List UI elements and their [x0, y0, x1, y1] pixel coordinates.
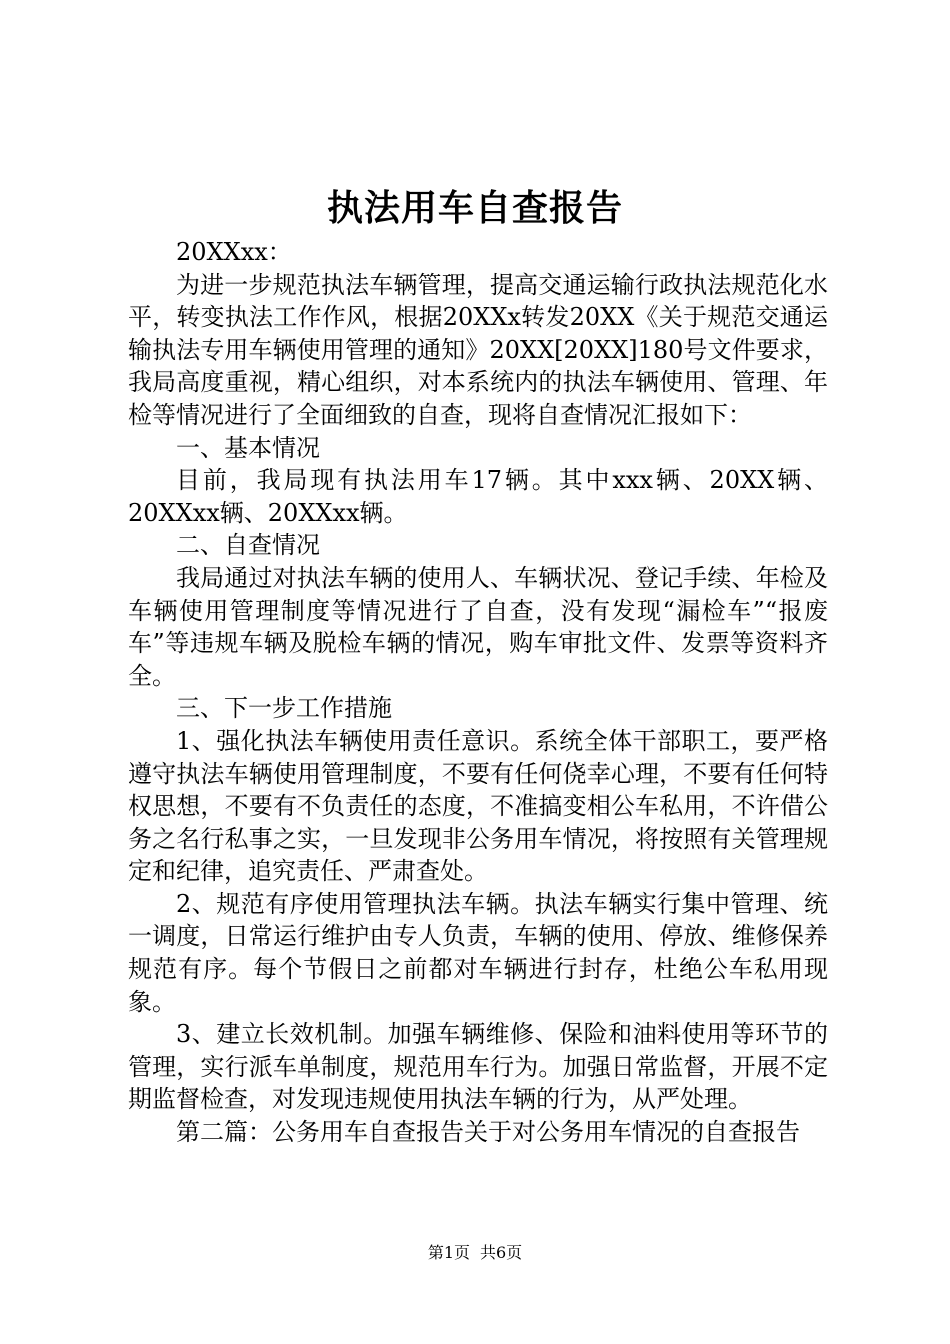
- page-number-total: 共6页: [480, 1243, 523, 1262]
- measure-paragraph-2: 2、规范有序使用管理执法车辆。执法车辆实行集中管理、统一调度，日常运行维护由专人负责，车辆的使用、停放、维修保养规范有序。每个节假日之前都对车辆进行封存，杜绝公车私用现象。: [128, 889, 828, 1016]
- basic-paragraph: 目前，我局现有执法用车17辆。其中xxx辆、20XX辆、20XXxx辆、20XXxx辆。: [128, 466, 828, 527]
- salutation: 20XXxx：: [176, 238, 292, 266]
- measure-paragraph-1: 1、强化执法车辆使用责任意识。系统全体干部职工，要严格遵守执法车辆使用管理制度，不要有任何侥幸心理，不要有任何特权思想，不要有不负责任的态度，不准搞变相公车私用，不许借公务之名行私事之实，一旦发现非公务用车情况，将按照有关管理规定和纪律，追究责任、严肃查处。: [128, 726, 828, 886]
- section-heading-basic: 一、基本情况: [176, 433, 320, 462]
- section-heading-selfcheck: 二、自查情况: [176, 531, 320, 560]
- document-title: 执法用车自查报告: [326, 187, 623, 229]
- section-heading-measures: 三、下一步工作措施: [176, 694, 392, 723]
- selfcheck-paragraph: 我局通过对执法车辆的使用人、车辆状况、登记手续、年检及车辆使用管理制度等情况进行了自查，没有发现“漏检车”“报废车”等违规车辆及脱检车辆的情况，购车审批文件、发票等资料齐全。: [128, 563, 828, 690]
- page-number-current: 第1页: [427, 1243, 470, 1262]
- page-footer: [0, 1241, 950, 1265]
- document-body: [128, 236, 828, 1149]
- second-article-heading: 第二篇：公务用车自查报告关于对公务用车情况的自查报告: [176, 1118, 800, 1147]
- intro-paragraph: 为进一步规范执法车辆管理，提高交通运输行政执法规范化水平，转变执法工作作风，根据20XXx转发20XX《关于规范交通运输执法专用车辆使用管理的通知》20XX[20XX]180号文件要求，我局高度重视，精心组织，对本系统内的执法车辆使用、管理、年检等情况进行了全面细致的自查，现将自查情况汇报如下：: [128, 270, 828, 429]
- measure-paragraph-3: 3、建立长效机制。加强车辆维修、保险和油料使用等环节的管理，实行派车单制度，规范用车行为。加强日常监督，开展不定期监督检查，对发现违规使用执法车辆的行为，从严处理。: [128, 1020, 828, 1114]
